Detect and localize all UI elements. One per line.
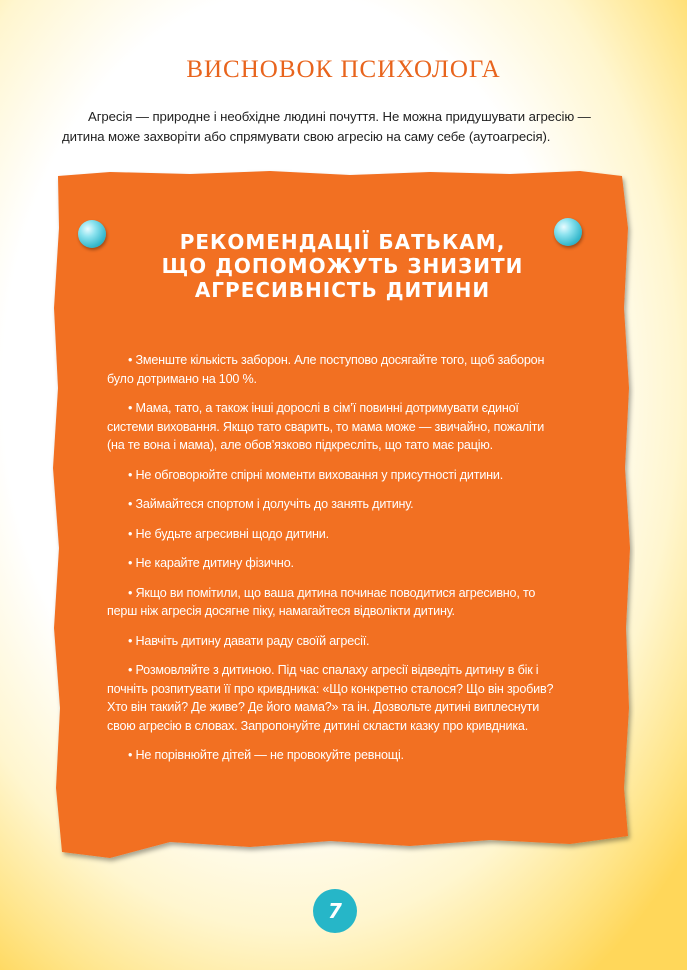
list-item: • Розмовляйте з дитиною. Під час спалаху агресії відведіть дитину в бік і почніть розпитувати її про кривдника: «Що конкретно сталося? Що він зробив? Хто він такий? Де живе? Де його мама?» та ін. Дозвольте дитині виплеснути свою агресію в словах. Запропонуйте дитині скласти казку про кривдника. [107,663,554,733]
recommendations-card [50,168,635,868]
list-item: • Займайтеся спортом і долучіть до занять дитину. [128,497,414,511]
list-item: • Не обговорюйте спірні моменти виховання у присутності дитини. [128,467,504,482]
card-title-line: РЕКОМЕНДАЦІЇ БАТЬКАМ, [179,230,506,254]
list-item: • Не карайте дитину фізично. [128,556,294,570]
list-item: • Мама, тато, а також інші дорослі в сім’ї повинні дотримувати єдиної системи виховання. Якщо тато сварить, то мама може — звичайно, пожаліти (на те вона і мама), але обов’язково підкресліть, що тато має рацію. [107,401,545,452]
list-item: • Якщо ви помітили, що ваша дитина починає поводитися агресивно, то перш ніж агресія досягне піку, намагайтеся відволікти дитину. [107,585,536,618]
list-item: • Зменште кількість заборон. Але поступово досягайте того, щоб заборон було дотримано на 100 %. [107,353,545,386]
list-item: • Не будьте агресивні щодо дитини. [128,526,329,541]
list-item: • Не порівнюйте дітей — не провокуйте ревнощі. [128,748,404,762]
recommendations-list [107,351,557,776]
page-number: 7 [313,889,357,933]
intro-paragraph: Агресія — природне і необхідне людині почуття. Не можна придушувати агресію — дитина може захворіти або спрямувати свою агресію на саму себе (аутоагресія). [62,109,591,144]
page-title: ВИСНОВОК ПСИХОЛОГА [186,56,501,83]
card-title-line: АГРЕСИВНІСТЬ ДИТИНИ [194,278,491,302]
card-title [50,230,635,302]
list-item: • Навчіть дитину давати раду своїй агресії. [128,633,370,648]
card-title-line: ЩО ДОПОМОЖУТЬ ЗНИЗИТИ [161,254,524,278]
